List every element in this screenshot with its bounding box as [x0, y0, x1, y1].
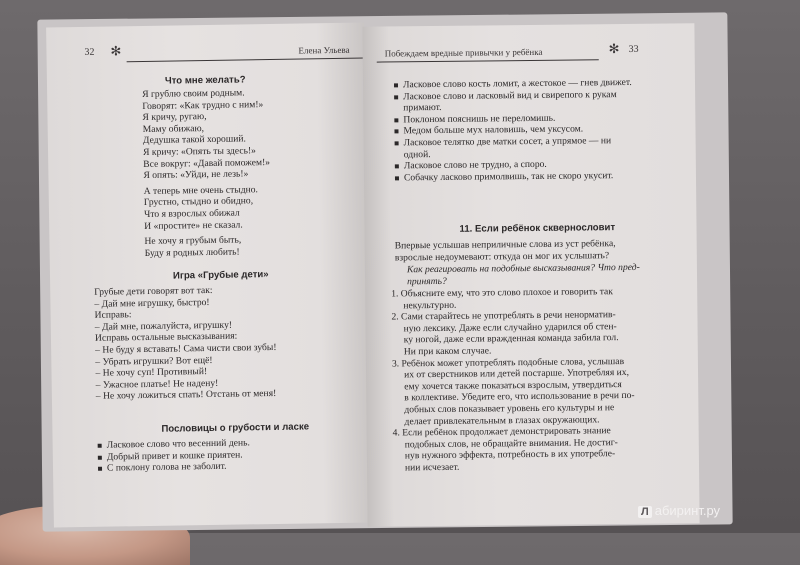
left-proverbs	[97, 437, 251, 474]
game-lines	[94, 284, 277, 403]
proverb-line: примают.	[403, 102, 442, 114]
poem-title: Что мне желать?	[164, 74, 246, 87]
intro-line: Впервые услышав неприличные слова из уст ребёнка,	[394, 238, 616, 252]
proverb-line: Ласковое телятко две матки сосет, а упрямое — ни	[394, 135, 633, 149]
advice-line: некультурно.	[403, 299, 457, 311]
proverb-item: Добрый привет и кошке приятен.	[97, 449, 250, 463]
proverb-item	[394, 135, 633, 161]
poem-line: Все вокруг: «Давай поможем!»	[143, 156, 271, 170]
left-page-number: 32	[84, 46, 95, 58]
proverb-line: Ласковое слово кость ломит, а жестокое — гнев движет.	[393, 77, 632, 91]
game-line: Исправь:	[94, 309, 132, 321]
poem-line: Буду я родных любить!	[144, 246, 240, 259]
advice-line: 2. Сами старайтесь не употреблять в речи ненорматив-	[391, 309, 616, 323]
poem-line: Я грублю своим родным.	[142, 87, 245, 101]
proverb-line: одной.	[403, 148, 431, 160]
advice-line: ную лексику. Даже если случайно ударился об стен-	[403, 320, 617, 335]
proverb-item: С поклону голова не заболит.	[97, 461, 250, 475]
poem-line: Не хочу я грубым быть,	[144, 234, 242, 248]
game-line: Грубые дети говорят вот так:	[94, 284, 213, 298]
advice-item	[393, 425, 636, 474]
advice-line: добных слов показывает уровень его культуры и не	[404, 402, 615, 416]
proverb-line: Собачку ласково примолвишь, так не скоро укусит.	[394, 170, 633, 184]
advice-item	[391, 286, 634, 312]
advice-line: 1. Объясните ему, что это слово плохое и говорить так	[391, 286, 613, 300]
advice-list	[391, 286, 635, 474]
game-line: – Дай мне, пожалуйста, игрушку!	[94, 319, 233, 333]
advice-line: подобных слов, не обращайте внимания. Не достиг-	[404, 436, 618, 451]
snowflake-icon: ✻	[110, 43, 122, 59]
game-title: Игра «Грубые дети»	[172, 269, 269, 282]
advice-line: ему хочется также показаться взрослым, утвердиться	[404, 378, 622, 393]
advice-line: ку ногой, даже если вражденная команда забила гол.	[403, 332, 619, 346]
right-page-number: 33	[628, 43, 639, 55]
intro	[395, 238, 616, 263]
poem-line: Я кричу, ругаю,	[142, 111, 207, 124]
game-line: – Не хочу ложиться спать! Отстань от меня!	[95, 388, 277, 403]
proverbs-title: Пословицы о грубости и ласке	[161, 421, 310, 435]
advice-line: 4. Если ребёнок продолжает демонстрировать знание	[392, 425, 611, 439]
poem-line: Маму обижаю,	[142, 122, 205, 135]
proverb-item	[393, 89, 632, 115]
advice-line: делает привлекательным в глазах окружающих.	[404, 413, 600, 427]
advice-line: Ни при каком случае.	[403, 345, 492, 358]
header-rule	[127, 58, 365, 63]
game-line: – Не буду я вставать! Сама чисти свои зубы!	[95, 341, 277, 356]
right-running-head: Побеждаем вредные привычки у ребёнка	[384, 46, 543, 59]
game-line: – Ужасное платье! Не надену!	[95, 377, 219, 391]
watermark-mark: Л	[638, 506, 652, 518]
watermark-text: абиринт.ру	[654, 503, 721, 518]
game-line: – Дай мне игрушку, быстро!	[94, 296, 210, 310]
header-rule	[377, 59, 599, 62]
proverb-line: Медом больше мух наловишь, чем уксусом.	[393, 123, 632, 137]
question-line: Как реагировать на подобные высказывания? Что пред-	[406, 261, 640, 276]
right-page	[362, 23, 699, 526]
poem-line: Говорят: «Как трудно с ним!»	[142, 98, 264, 112]
left-running-head: Елена Ульева	[298, 44, 350, 56]
poem	[142, 87, 271, 259]
advice-item	[392, 355, 635, 427]
advice-line: 3. Ребёнок может употреблять подобные слова, услышав	[391, 355, 625, 370]
poem-line: Грустно, стыдно и обидно,	[143, 195, 254, 209]
proverb-item	[394, 170, 633, 184]
snowflake-icon: ✻	[608, 41, 620, 57]
advice-line: их от сверстников или детей постарше. Употребляя их,	[403, 367, 630, 381]
game-line: Исправь остальные высказывания:	[94, 330, 238, 345]
advice-item	[391, 309, 634, 358]
proverb-line: Ласковое слово и ласковый вид и свирепого к рукам	[393, 89, 632, 103]
poem-line: И «простите» не сказал.	[144, 218, 243, 232]
poem-line: Я опять: «Уйди, не лезь!»	[143, 168, 249, 182]
left-page	[46, 23, 372, 528]
game-line: – Убрать игрушки? Вот ещё!	[95, 354, 213, 368]
intro-line: взрослые недоумевают: откуда он мог их услышать?	[394, 249, 610, 264]
advice-line: нув нужного эффекта, потребность в их употребле-	[404, 448, 616, 462]
question-line: принять?	[407, 275, 447, 287]
proverb-item: Ласковое слово что весенний день.	[97, 437, 250, 451]
poem-line: Что я взрослых обижал	[143, 207, 240, 220]
poem-line: Я кричу: «Опять ты здесь!»	[142, 145, 256, 158]
poem-line: Дедушка такой хороший.	[142, 133, 246, 147]
advice-line: нии исчезает.	[404, 461, 460, 474]
poem-line: А теперь мне очень стыдно.	[143, 183, 258, 197]
watermark	[638, 503, 720, 518]
section-title: 11. Если ребёнок сквернословит	[459, 222, 616, 235]
advice-line: в коллективе. Убедите его, что использование в речи по-	[404, 390, 635, 404]
game-line: – Не хочу суп! Противный!	[95, 366, 208, 379]
proverb-line: Ласковое слово не трудно, а споро.	[394, 158, 633, 172]
proverb-line: Поклоном пояснишь не переломишь.	[393, 112, 632, 126]
question	[407, 262, 640, 288]
right-proverbs	[393, 77, 633, 184]
